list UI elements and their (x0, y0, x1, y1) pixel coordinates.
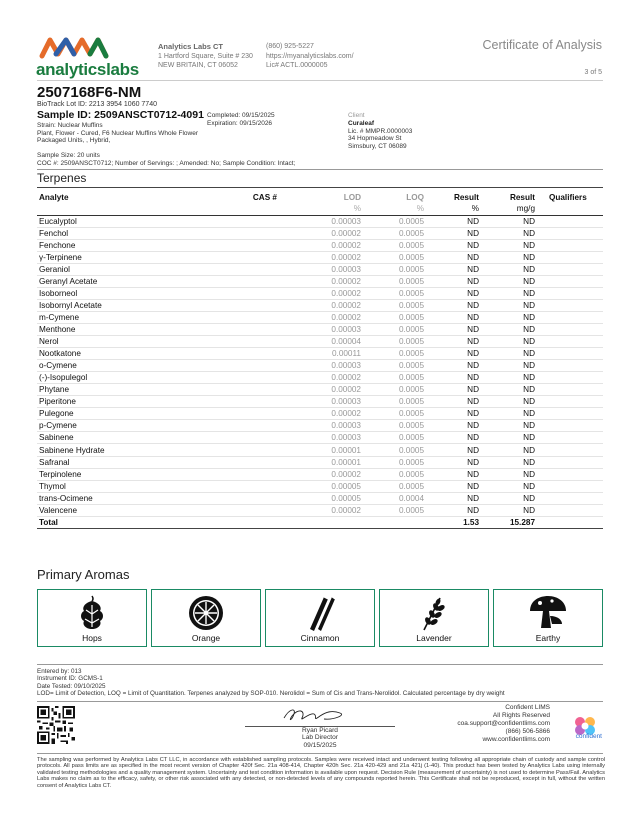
confident-line1: Confident LIMS (505, 704, 550, 711)
result-pct-cell: ND (424, 299, 479, 311)
lab-contact (266, 42, 354, 71)
analyte-cell: Valencene (37, 504, 207, 516)
table-row (37, 504, 603, 516)
loq-cell: 0.0005 (361, 263, 424, 275)
client-info (348, 112, 412, 151)
header-divider (37, 80, 603, 81)
table-row (37, 360, 603, 372)
table-row (37, 275, 603, 287)
loq-cell: 0.0005 (361, 420, 424, 432)
loq-cell: 0.0005 (361, 227, 424, 239)
lab-address-line1: 1 Hartford Square, Suite # 230 (158, 52, 253, 60)
cas-cell (207, 324, 277, 336)
batch-number: 2507168F6-NM (37, 84, 142, 101)
lab-address-line2: NEW BRITAIN, CT 06052 (158, 62, 238, 69)
loq-cell: 0.0005 (361, 311, 424, 323)
total-mg: 15.287 (479, 516, 535, 528)
lod-cell: 0.00002 (277, 468, 361, 480)
qualifier-cell (535, 408, 603, 420)
result-pct-cell: ND (424, 444, 479, 456)
result-mg-cell: ND (479, 348, 535, 360)
table-row (37, 311, 603, 323)
lod-cell: 0.00002 (277, 275, 361, 287)
terpenes-divider (37, 187, 603, 188)
cas-cell (207, 456, 277, 468)
result-mg-cell: ND (479, 287, 535, 299)
table-header-row (37, 191, 603, 203)
lod-cell: 0.00002 (277, 299, 361, 311)
cas-cell (207, 396, 277, 408)
loq-cell: 0.0005 (361, 239, 424, 251)
test-meta (37, 668, 505, 698)
qualifier-cell (535, 287, 603, 299)
aroma-card-hops (37, 589, 147, 647)
lod-cell: 0.00004 (277, 336, 361, 348)
result-mg-cell: ND (479, 408, 535, 420)
result-mg-cell: ND (479, 444, 535, 456)
qr-code[interactable] (37, 706, 75, 744)
analyte-cell: Terpinolene (37, 468, 207, 480)
result-pct-cell: ND (424, 468, 479, 480)
qualifier-cell (535, 372, 603, 384)
analyte-cell: Nerol (37, 336, 207, 348)
confident-wordmark: confident (575, 733, 602, 740)
lod-cell: 0.00011 (277, 348, 361, 360)
logo-wordmark: analyticslabs (36, 60, 139, 79)
confident-lims-info (457, 704, 550, 744)
result-mg-cell: ND (479, 360, 535, 372)
result-pct-cell: ND (424, 287, 479, 299)
cas-cell (207, 408, 277, 420)
qualifier-cell (535, 239, 603, 251)
result-pct-cell: ND (424, 420, 479, 432)
table-row (37, 420, 603, 432)
loq-cell: 0.0005 (361, 336, 424, 348)
sample-id: Sample ID: 2509ANSCT0712-4091 (37, 109, 204, 121)
table-row (37, 251, 603, 263)
loq-cell: 0.0005 (361, 480, 424, 492)
result-pct-cell: ND (424, 263, 479, 275)
result-mg-cell: ND (479, 396, 535, 408)
analyte-cell: Isoborneol (37, 287, 207, 299)
result-mg-cell: ND (479, 432, 535, 444)
aroma-card-earthy (493, 589, 603, 647)
method-note: LOD= Limit of Detection, LOQ = Limit of Quantitation. Terpenes analyzed by SOP-010. Nerolidol = Sum of Cis and Trans-Nerolidol. Calculated percentage by dry weight (37, 690, 505, 698)
result-pct-cell: ND (424, 372, 479, 384)
result-pct-cell: ND (424, 432, 479, 444)
table-row (37, 324, 603, 336)
sample-dates (207, 112, 275, 128)
lod-cell: 0.00002 (277, 372, 361, 384)
cas-cell (207, 311, 277, 323)
page-number: 3 of 5 (584, 69, 602, 76)
lod-cell: 0.00003 (277, 263, 361, 275)
analyte-cell: Sabinene Hydrate (37, 444, 207, 456)
director-name: Ryan Picard (302, 727, 338, 734)
client-license: Lic. # MMPR.0000003 (348, 127, 413, 135)
table-row (37, 480, 603, 492)
result-mg-cell: ND (479, 299, 535, 311)
cas-cell (207, 372, 277, 384)
completed-date: Completed: 09/15/2025 (207, 112, 275, 119)
sample-size: Sample Size: 20 units (37, 152, 100, 159)
analyte-cell: Geraniol (37, 263, 207, 275)
qualifier-cell (535, 492, 603, 504)
analyte-cell: Menthone (37, 324, 207, 336)
qualifier-cell (535, 227, 603, 239)
analyte-cell: Fenchol (37, 227, 207, 239)
lod-cell: 0.00002 (277, 239, 361, 251)
analyte-cell: Eucalyptol (37, 215, 207, 227)
lavender-icon (416, 594, 452, 632)
qualifier-cell (535, 275, 603, 287)
result-pct-cell: ND (424, 275, 479, 287)
lab-director-block (245, 727, 395, 749)
result-mg-cell: ND (479, 251, 535, 263)
lod-cell: 0.00003 (277, 324, 361, 336)
total-row (37, 516, 603, 528)
qualifier-cell (535, 444, 603, 456)
lab-name: Analytics Labs CT (158, 42, 224, 51)
lab-phone: (860) 925-5227 (266, 43, 314, 50)
confident-logo-icon (569, 713, 603, 747)
unit-lod: % (277, 203, 361, 215)
table-row (37, 492, 603, 504)
loq-cell: 0.0005 (361, 360, 424, 372)
cas-cell (207, 263, 277, 275)
qualifier-cell (535, 396, 603, 408)
col-result-mg: Result (509, 192, 535, 202)
loq-cell: 0.0005 (361, 432, 424, 444)
result-pct-cell: ND (424, 239, 479, 251)
col-qualifiers: Qualifiers (549, 192, 587, 202)
table-row (37, 408, 603, 420)
qualifier-cell (535, 311, 603, 323)
client-name: Curaleaf (348, 119, 375, 127)
loq-cell: 0.0005 (361, 456, 424, 468)
analyte-cell: (-)-Isopulegol (37, 372, 207, 384)
lab-website[interactable]: https://myanalyticslabs.com/ (266, 52, 354, 60)
document-title: Certificate of Analysis (482, 38, 602, 52)
analyte-cell: Pulegone (37, 408, 207, 420)
result-mg-cell: ND (479, 336, 535, 348)
unit-result-pct: % (424, 203, 479, 215)
unit-loq: % (361, 203, 424, 215)
cas-cell (207, 384, 277, 396)
result-pct-cell: ND (424, 456, 479, 468)
col-lod: LOD (343, 192, 361, 202)
qualifier-cell (535, 348, 603, 360)
qualifier-cell (535, 432, 603, 444)
table-row (37, 336, 603, 348)
legal-disclaimer: The sampling was performed by Analytics Labs CT LLC, in accordance with established sampling protocols. Samples were received intact and underwent testing following all appropriate chain of custody and sample control protocols. All pass limits are as specified in the most recent version of Chapter 420f Sec. 21a 408-414, Chapter 420h Sec. 21a 420-429 and 21a 421j (1-40). This product has been tested by Analytics Labs using internally validated testing methodologies and a quality management system. Uncertainty and test condition information is available upon request. Decision Rule (measurement of uncertainty) is not used to determine Pass/Fail. Analytics Labs makes no claim as to the efficacy, safety, or other risk associated with any detected, or non-detected levels of any compounds reported herein. This Certificate shall not be reproduced, except in full, without the written consent of Analytics Labs CT. (37, 757, 605, 789)
instrument-id: Instrument ID: GCMS-1 (37, 675, 103, 683)
loq-cell: 0.0005 (361, 444, 424, 456)
cas-cell (207, 348, 277, 360)
lod-cell: 0.00002 (277, 504, 361, 516)
footer-divider-1 (37, 664, 603, 665)
aroma-label-orange: Orange (191, 633, 221, 643)
qualifier-cell (535, 480, 603, 492)
cas-cell (207, 420, 277, 432)
result-mg-cell: ND (479, 480, 535, 492)
result-mg-cell: ND (479, 420, 535, 432)
confident-line2: All Rights Reserved (492, 712, 550, 720)
table-row (37, 432, 603, 444)
table-row (37, 227, 603, 239)
aroma-card-lavender (379, 589, 489, 647)
client-address1: 34 Hopmeadow St (348, 135, 402, 143)
analyte-cell: Fenchone (37, 239, 207, 251)
result-pct-cell: ND (424, 480, 479, 492)
cinnamon-icon (302, 594, 338, 632)
loq-cell: 0.0005 (361, 468, 424, 480)
lot-id: BioTrack Lot ID: 2213 3954 1060 7740 (37, 101, 157, 108)
aroma-card-orange (151, 589, 261, 647)
table-row (37, 239, 603, 251)
qualifier-cell (535, 468, 603, 480)
qualifier-cell (535, 336, 603, 348)
lod-cell: 0.00005 (277, 480, 361, 492)
result-pct-cell: ND (424, 311, 479, 323)
cas-cell (207, 492, 277, 504)
table-row (37, 215, 603, 227)
table-units-row (37, 203, 603, 215)
strain-name: Strain: Nuclear Muffins (37, 122, 103, 129)
loq-cell: 0.0005 (361, 408, 424, 420)
cas-cell (207, 468, 277, 480)
lod-cell: 0.00002 (277, 311, 361, 323)
qualifier-cell (535, 299, 603, 311)
analyte-cell: Thymol (37, 480, 207, 492)
analyte-cell: Safranal (37, 456, 207, 468)
cas-cell (207, 299, 277, 311)
result-pct-cell: ND (424, 227, 479, 239)
analyte-cell: Isobornyl Acetate (37, 299, 207, 311)
lod-cell: 0.00002 (277, 408, 361, 420)
loq-cell: 0.0005 (361, 299, 424, 311)
result-mg-cell: ND (479, 324, 535, 336)
footer-divider-2 (37, 701, 603, 702)
qualifier-cell (535, 384, 603, 396)
table-row (37, 456, 603, 468)
analyte-cell: m-Cymene (37, 311, 207, 323)
table-row (37, 348, 603, 360)
loq-cell: 0.0004 (361, 492, 424, 504)
loq-cell: 0.0005 (361, 504, 424, 516)
loq-cell: 0.0005 (361, 215, 424, 227)
cas-cell (207, 444, 277, 456)
lod-cell: 0.00002 (277, 287, 361, 299)
result-pct-cell: ND (424, 360, 479, 372)
analyte-cell: Sabinene (37, 432, 207, 444)
cas-cell (207, 480, 277, 492)
loq-cell: 0.0005 (361, 372, 424, 384)
lod-cell: 0.00001 (277, 456, 361, 468)
director-title: Lab Director (302, 734, 338, 742)
lod-cell: 0.00001 (277, 444, 361, 456)
table-row (37, 299, 603, 311)
terpenes-table-body (37, 215, 603, 516)
sample-divider (37, 169, 603, 170)
loq-cell: 0.0005 (361, 275, 424, 287)
cas-cell (207, 275, 277, 287)
col-result-pct: Result (453, 192, 479, 202)
loq-cell: 0.0005 (361, 324, 424, 336)
product-description: Plant, Flower - Cured, F6 Nuclear Muffins Whole Flower Packaged Units, , Hybrid, (37, 129, 198, 145)
cas-cell (207, 432, 277, 444)
cas-cell (207, 287, 277, 299)
date-tested: Date Tested: 09/10/2025 (37, 682, 106, 690)
aromas-title: Primary Aromas (37, 567, 130, 582)
qualifier-cell (535, 215, 603, 227)
result-mg-cell: ND (479, 275, 535, 287)
result-mg-cell: ND (479, 492, 535, 504)
col-cas: CAS # (252, 192, 277, 202)
table-row (37, 468, 603, 480)
aroma-card-cinnamon (265, 589, 375, 647)
result-mg-cell: ND (479, 372, 535, 384)
director-signature (280, 704, 350, 726)
aroma-label-lavender: Lavender (416, 633, 452, 643)
result-pct-cell: ND (424, 336, 479, 348)
entered-by: Entered by: 013 (37, 668, 82, 675)
cas-cell (207, 360, 277, 372)
aroma-label-earthy: Earthy (535, 633, 561, 643)
lod-cell: 0.00003 (277, 360, 361, 372)
col-analyte: Analyte (39, 192, 69, 202)
coc-info: COC #: 2509ANSCT0712; Number of Servings: ; Amended: No; Sample Condition: Intact; (37, 159, 296, 167)
lab-info (158, 42, 253, 71)
result-mg-cell: ND (479, 215, 535, 227)
analyte-cell: p-Cymene (37, 420, 207, 432)
result-pct-cell: ND (424, 384, 479, 396)
result-mg-cell: ND (479, 263, 535, 275)
footer-divider-3 (37, 753, 603, 754)
lod-cell: 0.00002 (277, 384, 361, 396)
orange-slice-icon (187, 594, 225, 632)
lod-cell: 0.00005 (277, 492, 361, 504)
qualifier-cell (535, 504, 603, 516)
confident-website[interactable]: www.confidentlims.com (482, 736, 550, 744)
qualifier-cell (535, 251, 603, 263)
qualifier-cell (535, 420, 603, 432)
result-mg-cell: ND (479, 456, 535, 468)
lod-cell: 0.00003 (277, 396, 361, 408)
result-pct-cell: ND (424, 324, 479, 336)
result-mg-cell: ND (479, 227, 535, 239)
cas-cell (207, 239, 277, 251)
table-row (37, 384, 603, 396)
terpenes-table (37, 191, 603, 529)
terpenes-title: Terpenes (37, 171, 87, 185)
sample-size-info (37, 152, 295, 167)
result-pct-cell: ND (424, 396, 479, 408)
loq-cell: 0.0005 (361, 396, 424, 408)
cas-cell (207, 215, 277, 227)
total-label: Total (37, 516, 207, 528)
lod-cell: 0.00003 (277, 215, 361, 227)
table-row (37, 287, 603, 299)
loq-cell: 0.0005 (361, 251, 424, 263)
lab-license: Lic# ACTL.0000005 (266, 62, 328, 69)
confident-phone: (866) 506-5866 (505, 728, 550, 736)
result-mg-cell: ND (479, 384, 535, 396)
aroma-label-cinnamon: Cinnamon (300, 633, 340, 643)
result-pct-cell: ND (424, 408, 479, 420)
lod-cell: 0.00003 (277, 420, 361, 432)
result-mg-cell: ND (479, 504, 535, 516)
result-pct-cell: ND (424, 504, 479, 516)
cas-cell (207, 336, 277, 348)
col-loq: LOQ (406, 192, 424, 202)
mushroom-icon (528, 594, 568, 632)
table-row (37, 263, 603, 275)
analyte-cell: trans-Ocimene (37, 492, 207, 504)
strain-info (37, 122, 207, 145)
loq-cell: 0.0005 (361, 348, 424, 360)
analyte-cell: γ-Terpinene (37, 251, 207, 263)
result-mg-cell: ND (479, 311, 535, 323)
unit-result-mg: mg/g (479, 203, 535, 215)
analyte-cell: Geranyl Acetate (37, 275, 207, 287)
analyte-cell: Phytane (37, 384, 207, 396)
signature-date: 09/15/2025 (303, 741, 337, 749)
result-mg-cell: ND (479, 239, 535, 251)
table-row (37, 396, 603, 408)
aromas-row (37, 589, 603, 647)
analyte-cell: Nootkatone (37, 348, 207, 360)
analyte-cell: Piperitone (37, 396, 207, 408)
confident-email[interactable]: coa.support@confidentlims.com (457, 720, 550, 728)
qualifier-cell (535, 324, 603, 336)
lod-cell: 0.00003 (277, 432, 361, 444)
qualifier-cell (535, 456, 603, 468)
aroma-label-hops: Hops (82, 633, 102, 643)
qualifier-cell (535, 360, 603, 372)
expiration-date: Expiration: 09/15/2026 (207, 120, 273, 127)
table-row (37, 444, 603, 456)
lod-cell: 0.00002 (277, 251, 361, 263)
loq-cell: 0.0005 (361, 384, 424, 396)
cas-cell (207, 227, 277, 239)
loq-cell: 0.0005 (361, 287, 424, 299)
result-pct-cell: ND (424, 215, 479, 227)
result-mg-cell: ND (479, 468, 535, 480)
result-pct-cell: ND (424, 492, 479, 504)
result-pct-cell: ND (424, 348, 479, 360)
table-row (37, 372, 603, 384)
qualifier-cell (535, 263, 603, 275)
client-address2: Simsbury, CT 06089 (348, 143, 407, 151)
lod-cell: 0.00002 (277, 227, 361, 239)
cas-cell (207, 251, 277, 263)
client-label: Client (348, 112, 365, 119)
analyte-cell: o-Cymene (37, 360, 207, 372)
hops-icon (74, 594, 110, 632)
cas-cell (207, 504, 277, 516)
result-pct-cell: ND (424, 251, 479, 263)
total-pct: 1.53 (424, 516, 479, 528)
